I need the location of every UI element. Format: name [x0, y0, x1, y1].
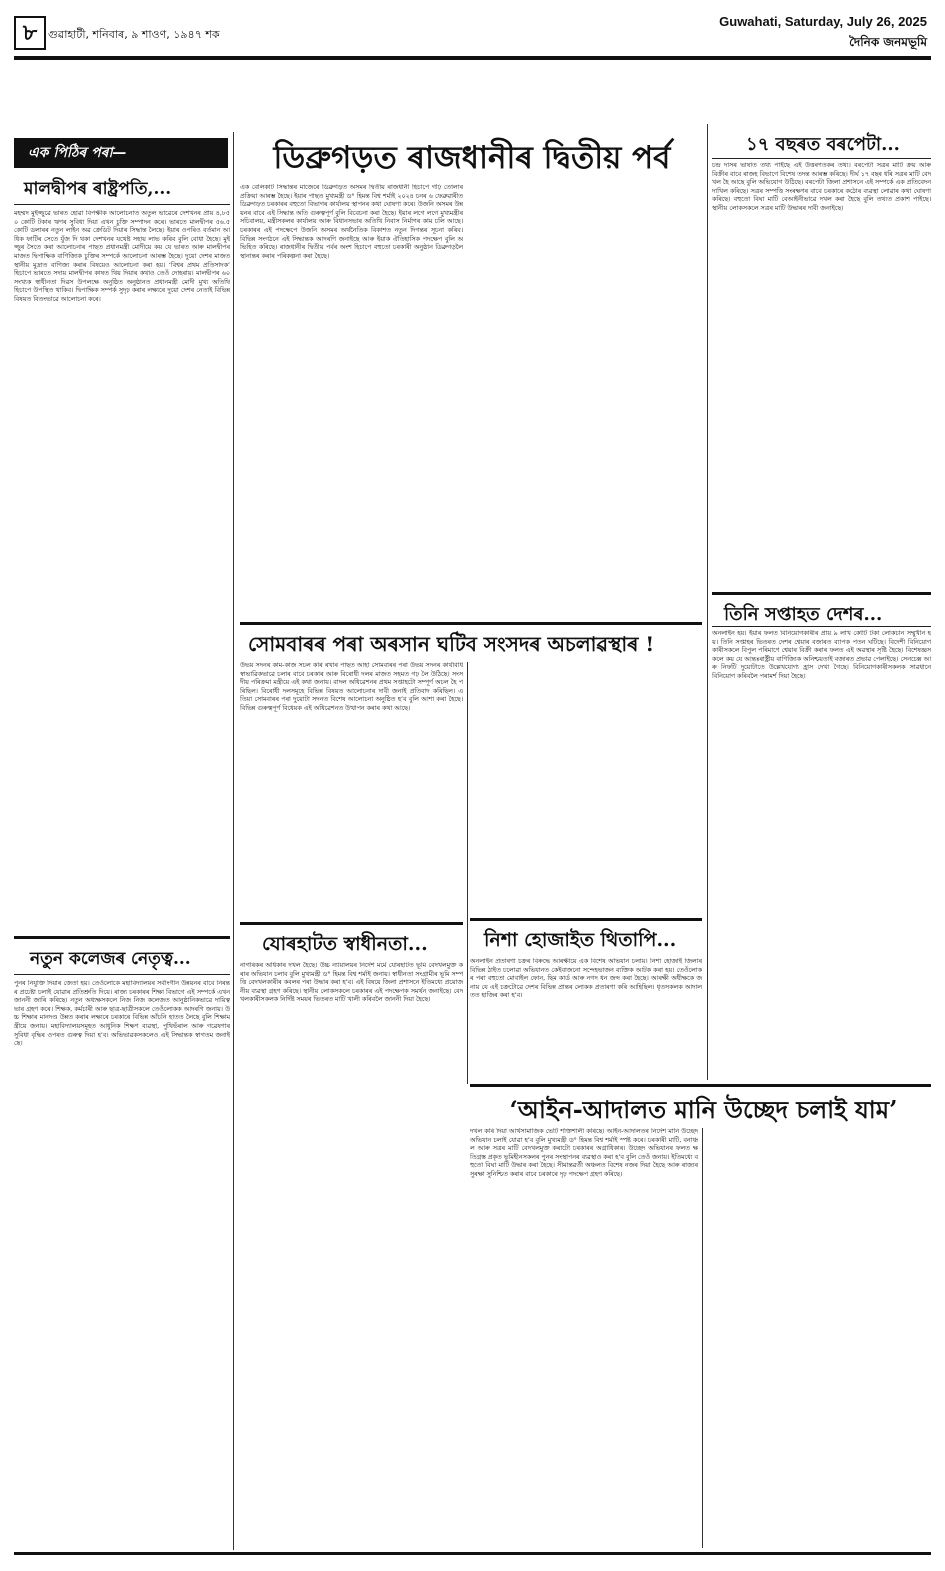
divider — [14, 204, 230, 205]
header-rule — [14, 56, 931, 60]
column-rule-right — [707, 124, 708, 1080]
date-local: গুৱাহাটী, শনিবাৰ, ৯ শাওণ, ১৯৪৭ শক — [48, 28, 220, 41]
court-headline: ‘আইন-আদালত মানি উচ্ছেদ চলাই যাম’ — [509, 1095, 898, 1124]
capital-body: এক বেলিকাট সিদ্ধান্তৰ মাজেৰে ডিব্ৰুগড়ত অসমৰ দ্বিতীয় ৰাজধানী হিচাপে গঢ়ি তোলাৰ প্ৰক্ৰিয়া আৰম্ভ হৈছে। ইয়াৰ পাছত মুখ্যমন্ত্ৰী ড° হিমন্ত বিশ্ব শৰ্মাই ২০২৪ চনৰ ৬ ফেব্ৰুৱাৰীত ডিব্ৰুগড়ত চৰকাৰৰ বহুতো বিভাগৰ কাৰ্যালয় স্থাপনৰ কথা ঘোষণা কৰে। উজনি অসমৰ উন্নয়নৰ বাবে এই সিদ্ধান্ত অতি গুৰুত্বপূৰ্ণ বুলি বিবেচনা কৰা হৈছে। ইয়াৰ লগে লগে মুখ্যমন্ত্ৰীৰ সচিবালয়, মন্ত্ৰীসকলৰ কাৰ্যালয় আৰু বিধানসভাৰ অতিথি নিবাস নিৰ্মাণৰ কাম চলি আছে। চৰকাৰৰ এই পদক্ষেপে উজনি অসমৰ অৰ্থনৈতিক বিকাশত নতুন দিগন্তৰ সূচনা কৰিব। বিভিন্ন সংগঠনে এই সিদ্ধান্তক আদৰণি জনাইছে আৰু ইয়াক ঐতিহাসিক পদক্ষেপ বুলি অভিহিত কৰিছে। ৰাজধানীৰ দ্বিতীয় পৰ্বৰ অংশ হিচাপে বহুতো চৰকাৰী অনুষ্ঠান ডিব্ৰুগড়লৈ স্থানান্তৰ কৰাৰ পৰিকল্পনা কৰা হৈছে। — [240, 184, 463, 260]
college-headline: নতুন কলেজৰ নেতৃত্ব... — [30, 949, 191, 969]
maldives-body: মহম্মদ মুইজ্জুৱে ভাৰত হোৱা বিপক্ষীক আলোচনাত অতুল ভাৱেৰে দেশখনৰ প্ৰায় ৪,৮৫০ কোটি টকাৰ ঋণৰ সুবিধা দিয়া এখন চুক্তি সম্পাদন কৰে। ভাৰতে মালদ্বীপৰ ৫৬.৫ কোটি ডলাৰৰ নতুন লাইন অৱ ক্ৰেডিট দিয়াৰ সিদ্ধান্ত লৈছে। ইয়াৰ ওপৰিও বৰ্তমান আধিক ফাটিৰ সেতে যুঁজ দি থকা দেশখনৰ যথেষ্ট সহায় লাভ কৰিব বুলি বোধা হৈছে। মুইজ্জুৰ সৈতে কৰা আলোচনাৰ পাছত প্ৰধানমন্ত্ৰী মোদীয়ে কয় যে ভাৰত আৰু মালদ্বীপৰ মাজত দ্বিপাক্ষিক বাণিজ্যিক চুক্তিৰ সম্পৰ্কে আলোচনা আৰম্ভ হৈছে। দুয়ো দেশৰ মাজত স্থানীয় মুদ্ৰাত বাণিজ্য কৰাৰ বিষয়েও আলোচনা কৰা হয়। ‘বিশ্বৰ প্ৰথম প্ৰতিসাদক’ হিচাপে ভাৰতে সদায় মালদ্বীপৰ কাষত থিয় দিয়াৰ কথাও তেওঁ দোহৰায়। মালদ্বীপৰ ৬০ সংখ্যক স্বাধীনতা দিৱস উপলক্ষে অনুষ্ঠিত অনুষ্ঠানত প্ৰধানমন্ত্ৰী মোদী মুখ্য অতিথি হিচাপে উপস্থিত থাকিব। দ্বিপাক্ষিক সম্পৰ্ক সুদৃঢ় কৰাৰ লক্ষ্যৰে দুয়ো দেশৰ নেতাই বিভিন্ন বিষয়ত বিতংভাৱে আলোচনা কৰে। — [14, 210, 230, 303]
divider — [712, 592, 931, 595]
three-weeks-headline: তিনি সপ্তাহত দেশৰ... — [724, 604, 883, 625]
three-weeks-body: অনলাইন হয়। ইয়াৰ ফলত বিনিয়োগকাৰীৰ প্ৰায় ৯ লাখ কোটি টকা লোকচান সম্মুখীন হয়। তিনি সপ্তাহৰ ভিতৰত দেশৰ শ্বেয়াৰ বজাৰত ব্যাপক পতন ঘটিছে। বিদেশী বিনিয়োগকাৰীসকলে বিপুল পৰিমাণে শ্বেয়াৰ বিক্ৰী কৰাৰ ফলত এই অৱস্থাৰ সৃষ্টি হৈছে। বিশেষজ্ঞসকলে কয় যে আন্তঃৰাষ্ট্ৰীয় বাণিজ্যিক অনিশ্চয়তাই বজাৰত প্ৰভাৱ পেলাইছে। সেনচেক্স আৰু নিফটি দুয়োটাতে উল্লেখযোগ্য হ্ৰাস দেখা গৈছে। বিনিয়োগকাৰীসকলক সাৱধানে বিনিয়োগ কৰিবলৈ পৰামৰ্শ দিয়া হৈছে। — [712, 630, 931, 680]
college-body: পুনৰ নিযুক্তি দিয়াৰ জেতা হয়। তেওঁলোকে মহাবিদ্যালয়ৰ সৰ্বাংগীন উন্নয়নৰ বাবে নিৰন্তৰ প্ৰচেষ্টা চলাই যোৱাৰ প্ৰতিশ্ৰুতি দিয়ে। ৰাজ্য চৰকাৰৰ শিক্ষা বিভাগে এই সম্পৰ্কে এখন জাননী জাৰি কৰিছে। নতুন অধ্যক্ষসকলে নিজ নিজ কলেজত আনুষ্ঠানিকভাৱে দায়িত্বভাৰ গ্ৰহণ কৰে। শিক্ষক, কৰ্মচাৰী আৰু ছাত্ৰ-ছাত্ৰীসকলে তেওঁলোকক আদৰণি জনায়। উচ্চ শিক্ষাৰ মানদণ্ড উন্নত কৰাৰ লক্ষ্যৰে চৰকাৰে বিভিন্ন আঁচনি হাতত লৈছে বুলি শিক্ষামন্ত্ৰীয়ে জনায়। মহাবিদ্যালয়সমূহত আধুনিক শিক্ষণ ব্যৱস্থা, পুথিভঁৰাল আৰু গৱেষণাৰ সুবিধা বৃদ্ধিৰ ওপৰত গুৰুত্ব দিয়া হ’ব। অভিভাৱকসকলেও এই সিদ্ধান্তক স্বাগতম জনাইছে। — [14, 980, 230, 1048]
column-rule-court — [702, 1128, 703, 1548]
footer-rule — [14, 1552, 931, 1555]
column-rule-left — [233, 132, 234, 1550]
hojai-headline: নিশা হোজাইত থিতাপি... — [484, 929, 677, 951]
divider — [240, 922, 463, 925]
column-tag: এক পিঠিৰ পৰা— — [14, 138, 228, 168]
page-number: ৮ — [14, 16, 46, 50]
capital-body-continued — [470, 184, 702, 618]
divider — [712, 158, 931, 159]
date-english: Guwahati, Saturday, July 26, 2025 — [719, 14, 927, 29]
divider — [240, 622, 702, 625]
newspaper-name: দৈনিক জনমভূমি — [849, 35, 927, 49]
divider — [470, 1084, 931, 1087]
divider — [712, 626, 931, 627]
barpeta-headline: ১৭ বছৰত বৰপেটা... — [746, 134, 900, 155]
divider — [470, 918, 702, 921]
divider — [14, 936, 230, 939]
court-body-continued — [707, 1128, 931, 1548]
column-rule-center — [467, 662, 468, 1084]
hojai-body: অনলাইন প্ৰতাৰণা চক্ৰৰ বিৰুদ্ধে আৰক্ষীয়ে এক বিশেষ অভিযান চলায়। নিশা হোজাই জিলাৰ বিভিন্ন ঠাইত চলোৱা অভিযানত কেইবাজনো সন্দেহভাজন ব্যক্তিক আটক কৰা হয়। তেওঁলোকৰ পৰা বহুতো মোবাইল ফোন, ছিম কাৰ্ড আৰু নগদ ধন জব্দ কৰা হৈছে। আৰক্ষী অধীক্ষকে জনায় যে এই চক্ৰটোৱে দেশৰ বিভিন্ন প্ৰান্তৰ লোকক প্ৰতাৰণা কৰি আহিছিল। ধৃতসকলক আদালতত হাজিৰ কৰা হ’ব। — [470, 958, 702, 1000]
jorhat-body: নাগৰিকৰ অধিকাৰ দখল হৈছে। উচ্চ ন্যায়ালয়ৰ নিৰ্দেশ মৰ্মে যোৰহাটত ভূমি বেদখলমুক্ত কৰাৰ অভিযান চলাব বুলি মুখ্যমন্ত্ৰী ড° হিমন্ত বিশ্ব শৰ্মাই জনায়। স্বাধীনতা সংগ্ৰামীৰ ভূমি সম্পত্তি বেদখলকাৰীৰ কবলৰ পৰা উদ্ধাৰ কৰা হ’ব। এই বিষয়ে জিলা প্ৰশাসনে ইতিমধ্যে প্ৰয়োজনীয় ব্যৱস্থা গ্ৰহণ কৰিছে। স্থানীয় লোকসকলে চৰকাৰৰ এই পদক্ষেপক সমৰ্থন জনাইছে। বেদখলকাৰীসকলক নিৰ্দিষ্ট সময়ৰ ভিতৰত মাটি খালী কৰিবলৈ জাননী দিয়া হৈছে। — [240, 962, 463, 1004]
barpeta-body: চন্দ্ৰ দাসৰ ভাষাত তথ্য পাইছে এই উত্তৰণতকৰ তথ্য। বৰপেটা সত্ৰৰ মাটি ক্ৰয় আৰু বিক্ৰীৰ বাবে ৰাজহ বিভাগে বিশেষ তদন্ত আৰম্ভ কৰিছে। দীৰ্ঘ ১৭ বছৰ ধৰি সত্ৰৰ মাটি বেদখল হৈ আছে বুলি অভিযোগ উঠিছে। বৰপেটা জিলা প্ৰশাসনে এই সম্পৰ্কে এক প্ৰতিবেদন দাখিল কৰিছে। সত্ৰৰ সম্পত্তি সংৰক্ষণৰ বাবে চৰকাৰে কঠোৰ ব্যৱস্থা লোৱাৰ কথা ঘোষণা কৰিছে। বহুতো বিঘা মাটি বেআইনীভাৱে দখল কৰা হৈছে বুলি তথ্যত প্ৰকাশ পাইছে। স্থানীয় লোকসকলে সত্ৰৰ মাটি উদ্ধাৰৰ দাবী জনাইছে। — [712, 162, 931, 212]
parliament-headline: সোমবাৰৰ পৰা অৰসান ঘটিব সংসদৰ অচলাৱস্থাৰ ! — [248, 632, 655, 656]
parliament-body: উভয় সদনৰ কাম-কাজ সচল কৰি ৰখাৰ পাছত আহা সোমবাৰৰ পৰা উভয় সদনৰ কাৰ্যবিধি স্বাভাৱিকভাৱে চলাৰ বাবে চৰকাৰ আৰু বিৰোধী দলৰ মাজত সহমত গঢ় লৈ উঠিছে। সংসদীয় পৰিক্ৰমা মন্ত্ৰীয়ে এই কথা জনায়। বাদল অধিৱেশনৰ প্ৰথম সপ্তাহটো সম্পূৰ্ণ অচল হৈ পৰিছিল। বিৰোধী দলসমূহে বিভিন্ন বিষয়ত আলোচনাৰ দাবী জনাই প্ৰতিবাদ কৰিছিল। এতিয়া সোমবাৰৰ পৰা দুয়োটা সদনত বিশেষ আলোচনা অনুষ্ঠিত হ’ব বুলি আশা কৰা হৈছে। বিভিন্ন গুৰুত্বপূৰ্ণ বিধেয়ক এই অধিৱেশনত উত্থাপন কৰাৰ কথা আছে। — [240, 662, 463, 712]
maldives-headline: মালদ্বীপৰ ৰাষ্ট্ৰপতি,... — [24, 179, 172, 199]
divider — [14, 974, 230, 975]
capital-headline: ডিব্ৰুগড়ত ৰাজধানীৰ দ্বিতীয় পৰ্ব — [273, 140, 671, 176]
court-body: দখল কৰি দিয়া আৰ্থসামাজিক ভেটি শক্তিশালী কৰিছে। আইন-আদালতৰ নিৰ্দেশ মানি উচ্ছেদ অভিযান চলাই যোৱা হ’ব বুলি মুখ্যমন্ত্ৰী ড° হিমন্ত বিশ্ব শৰ্মাই স্পষ্ট কৰে। চৰকাৰী মাটি, বনাঞ্চল আৰু সত্ৰৰ মাটি বেদখলমুক্ত কৰাটো চৰকাৰৰ অগ্ৰাধিকাৰ। উচ্ছেদ অভিযানৰ ফলত ক্ষতিগ্ৰস্ত প্ৰকৃত ভূমিহীনসকলৰ পুনৰ সংস্থাপনৰ ব্যৱস্থাও কৰা হ’ব বুলি তেওঁ জনায়। ইতিমধ্যে বহুতো বিঘা মাটি উদ্ধাৰ কৰা হৈছে। সীমান্তৱৰ্তী অঞ্চলত বিশেষ নজৰ দিয়া হৈছে আৰু ৰাজ্যৰ সুৰক্ষা সুনিশ্চিত কৰাৰ বাবে চৰকাৰে দৃঢ় পদক্ষেপ গ্ৰহণ কৰিছে। — [470, 1128, 698, 1178]
jorhat-headline: যোৰহাটত স্বাধীনতা... — [262, 933, 428, 955]
